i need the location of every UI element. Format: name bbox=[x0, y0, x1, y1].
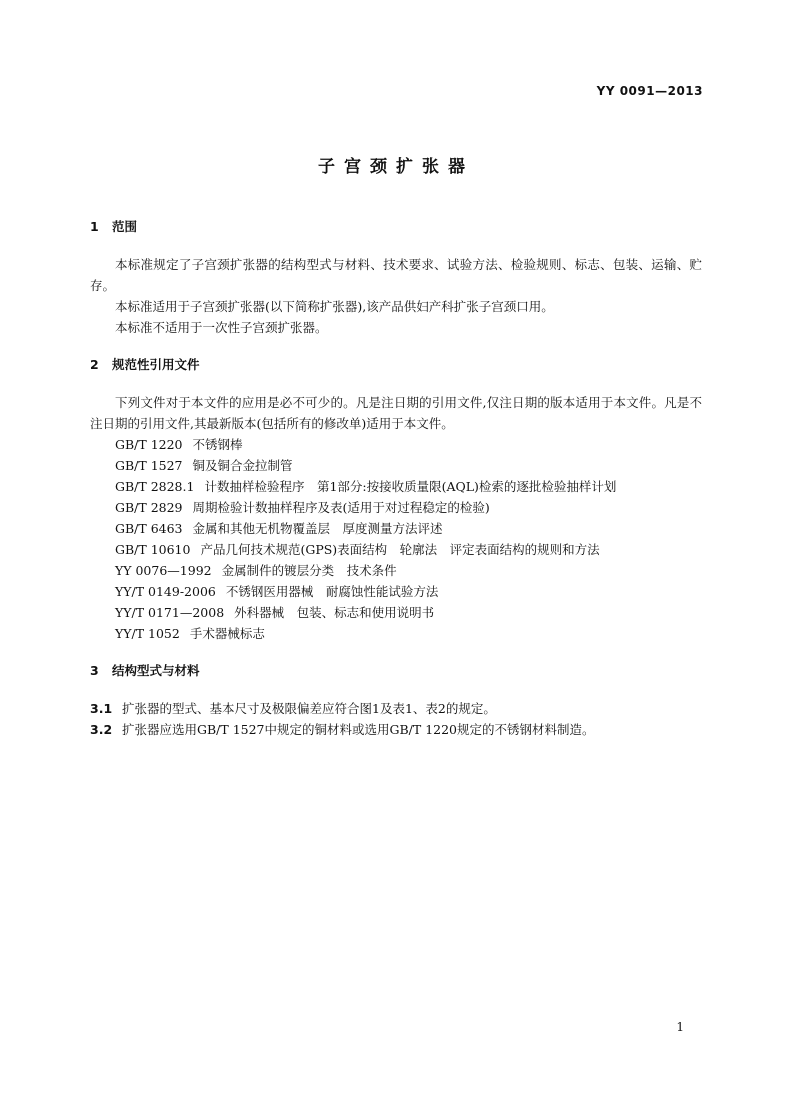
reference-title: 不锈钢棒 bbox=[192, 437, 243, 452]
section-title: 规范性引用文件 bbox=[112, 357, 200, 372]
reference-item bbox=[90, 560, 702, 581]
clause-text: 扩张器的型式、基本尺寸及极限偏差应符合图1及表1、表2的规定。 bbox=[122, 701, 496, 716]
reference-item bbox=[90, 476, 702, 497]
section-heading bbox=[90, 658, 702, 684]
reference-code: GB/T 2829 bbox=[115, 500, 183, 515]
spacer bbox=[90, 644, 702, 658]
reference-title: 金属和其他无机物覆盖层 厚度测量方法评述 bbox=[192, 521, 443, 536]
section-number: 1 bbox=[90, 219, 99, 234]
document-title: 子宫颈扩张器 bbox=[318, 157, 474, 177]
reference-item bbox=[90, 602, 702, 623]
spacer bbox=[90, 378, 702, 392]
reference-title: 铜及铜合金拉制管 bbox=[192, 458, 293, 473]
reference-item bbox=[90, 434, 702, 455]
document-body bbox=[90, 214, 702, 740]
paragraph: 本标准不适用于一次性子宫颈扩张器。 bbox=[115, 320, 328, 335]
clause-number: 3.2 bbox=[90, 722, 113, 737]
paragraph: 下列文件对于本文件的应用是必不可少的。凡是注日期的引用文件,仅注日期的版本适用于本文件。凡是不注日期的引用文件,其最新版本(包括所有的修改单)适用于本文件。 bbox=[90, 395, 702, 431]
section-structure-materials bbox=[90, 658, 702, 740]
reference-code: GB/T 10610 bbox=[115, 542, 191, 557]
reference-code: YY/T 0171—2008 bbox=[115, 605, 225, 620]
clause bbox=[90, 719, 702, 740]
section-heading bbox=[90, 352, 702, 378]
spacer bbox=[90, 684, 702, 698]
reference-title: 手术器械标志 bbox=[189, 626, 265, 641]
reference-title: 不锈钢医用器械 耐腐蚀性能试验方法 bbox=[225, 584, 439, 599]
section-normative-references bbox=[90, 352, 702, 644]
reference-item bbox=[90, 581, 702, 602]
reference-title: 金属制件的镀层分类 技术条件 bbox=[221, 563, 397, 578]
reference-code: GB/T 2828.1 bbox=[115, 479, 195, 494]
section-number: 3 bbox=[90, 663, 99, 678]
document-code: YY 0091—2013 bbox=[596, 84, 703, 98]
section-scope bbox=[90, 214, 702, 338]
paragraph: 本标准规定了子宫颈扩张器的结构型式与材料、技术要求、试验方法、检验规则、标志、包装、运输、贮存。 bbox=[90, 257, 702, 293]
spacer bbox=[90, 338, 702, 352]
section-title: 范围 bbox=[112, 219, 138, 234]
clause-text: 扩张器应选用GB/T 1527中规定的铜材料或选用GB/T 1220规定的不锈钢材料制造。 bbox=[122, 722, 595, 737]
reference-code: GB/T 1220 bbox=[115, 437, 183, 452]
reference-code: GB/T 1527 bbox=[115, 458, 183, 473]
spacer bbox=[90, 240, 702, 254]
clause bbox=[90, 698, 702, 719]
section-title: 结构型式与材料 bbox=[112, 663, 200, 678]
reference-item bbox=[90, 518, 702, 539]
section-number: 2 bbox=[90, 357, 99, 372]
paragraph: 本标准适用于子宫颈扩张器(以下简称扩张器),该产品供妇产科扩张子宫颈口用。 bbox=[115, 299, 554, 314]
reference-title: 计数抽样检验程序 第1部分:按接收质量限(AQL)检索的逐批检验抽样计划 bbox=[204, 479, 617, 494]
reference-title: 产品几何技术规范(GPS)表面结构 轮廓法 评定表面结构的规则和方法 bbox=[200, 542, 600, 557]
reference-item bbox=[90, 497, 702, 518]
reference-item bbox=[90, 623, 702, 644]
reference-item bbox=[90, 539, 702, 560]
reference-code: YY/T 1052 bbox=[115, 626, 180, 641]
reference-code: YY 0076—1992 bbox=[115, 563, 212, 578]
reference-item bbox=[90, 455, 702, 476]
reference-list bbox=[90, 434, 702, 644]
reference-code: YY/T 0149-2006 bbox=[115, 584, 216, 599]
reference-title: 周期检验计数抽样程序及表(适用于对过程稳定的检验) bbox=[192, 500, 490, 515]
reference-code: GB/T 6463 bbox=[115, 521, 183, 536]
clause-number: 3.1 bbox=[90, 701, 113, 716]
reference-title: 外科器械 包装、标志和使用说明书 bbox=[234, 605, 435, 620]
page-number: 1 bbox=[676, 1020, 684, 1034]
section-heading bbox=[90, 214, 702, 240]
